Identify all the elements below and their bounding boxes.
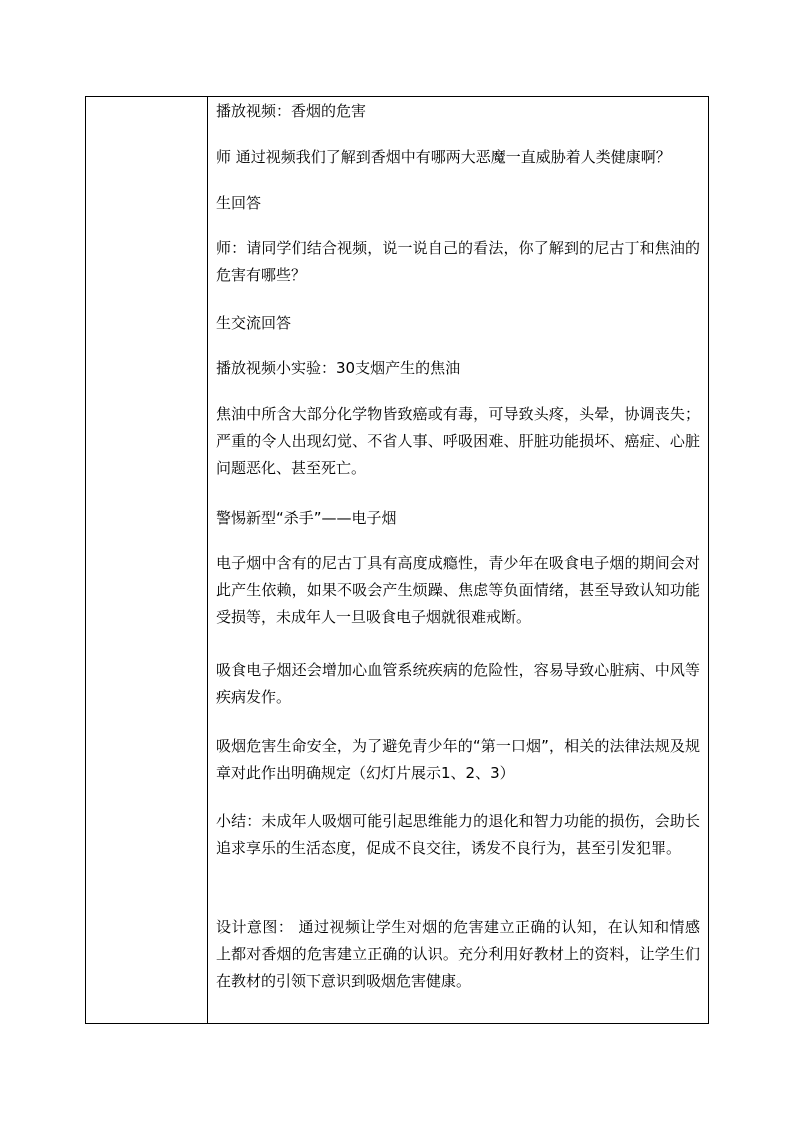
paragraph-law: 吸烟危害生命安全，为了避免青少年的“第一口烟”，相关的法律法规及规章对此作出明确规定（幻灯片展示1、2、3） [216,737,700,782]
left-cell [86,97,208,1023]
paragraph-ecig-heading: 警惕新型“杀手”——电子烟 [216,509,397,527]
paragraph-teacher-question: 师 通过视频我们了解到香烟中有哪两大恶魔一直威胁着人类健康啊？ [216,148,671,166]
paragraph-tar: 焦油中所含大部分化学物皆致癌或有毒，可导致头疼，头晕，协调丧失；严重的令人出现幻觉、不省人事、呼吸困难、肝脏功能损坏、癌症、心脏问题恶化、甚至死亡。 [216,405,700,477]
paragraph-design-intent: 设计意图： 通过视频让学生对烟的危害建立正确的认知，在认知和情感上都对香烟的危害建立正确的认识。充分利用好教材上的资料，让学生们在教材的引领下意识到吸烟危害健康。 [216,918,700,990]
paragraph-teacher-discussion: 师：请同学们结合视频，说一说自己的看法，你了解到的尼古丁和焦油的危害有哪些？ [216,239,700,284]
paragraph-ecig-cardio: 吸食电子烟还会增加心血管系统疾病的危险性，容易导致心脏病、中风等疾病发作。 [216,661,700,706]
paragraph-experiment: 播放视频小实验：30支烟产生的焦油 [216,359,461,377]
paragraph-ecig-nicotine: 电子烟中含有的尼古丁具有高度成瘾性，青少年在吸食电子烟的期间会对此产生依赖，如果不吸会产生烦躁、焦虑等负面情绪，甚至导致认知功能受损等，未成年人一旦吸食电子烟就很难戒断。 [216,554,700,626]
paragraph-student-answer: 生回答 [216,194,262,212]
paragraph-video: 播放视频：香烟的危害 [216,102,367,120]
paragraph-summary: 小结：未成年人吸烟可能引起思维能力的退化和智力功能的损伤，会助长追求享乐的生活态度，促成不良交往，诱发不良行为，甚至引发犯罪。 [216,812,700,857]
paragraph-student-exchange: 生交流回答 [216,314,292,332]
